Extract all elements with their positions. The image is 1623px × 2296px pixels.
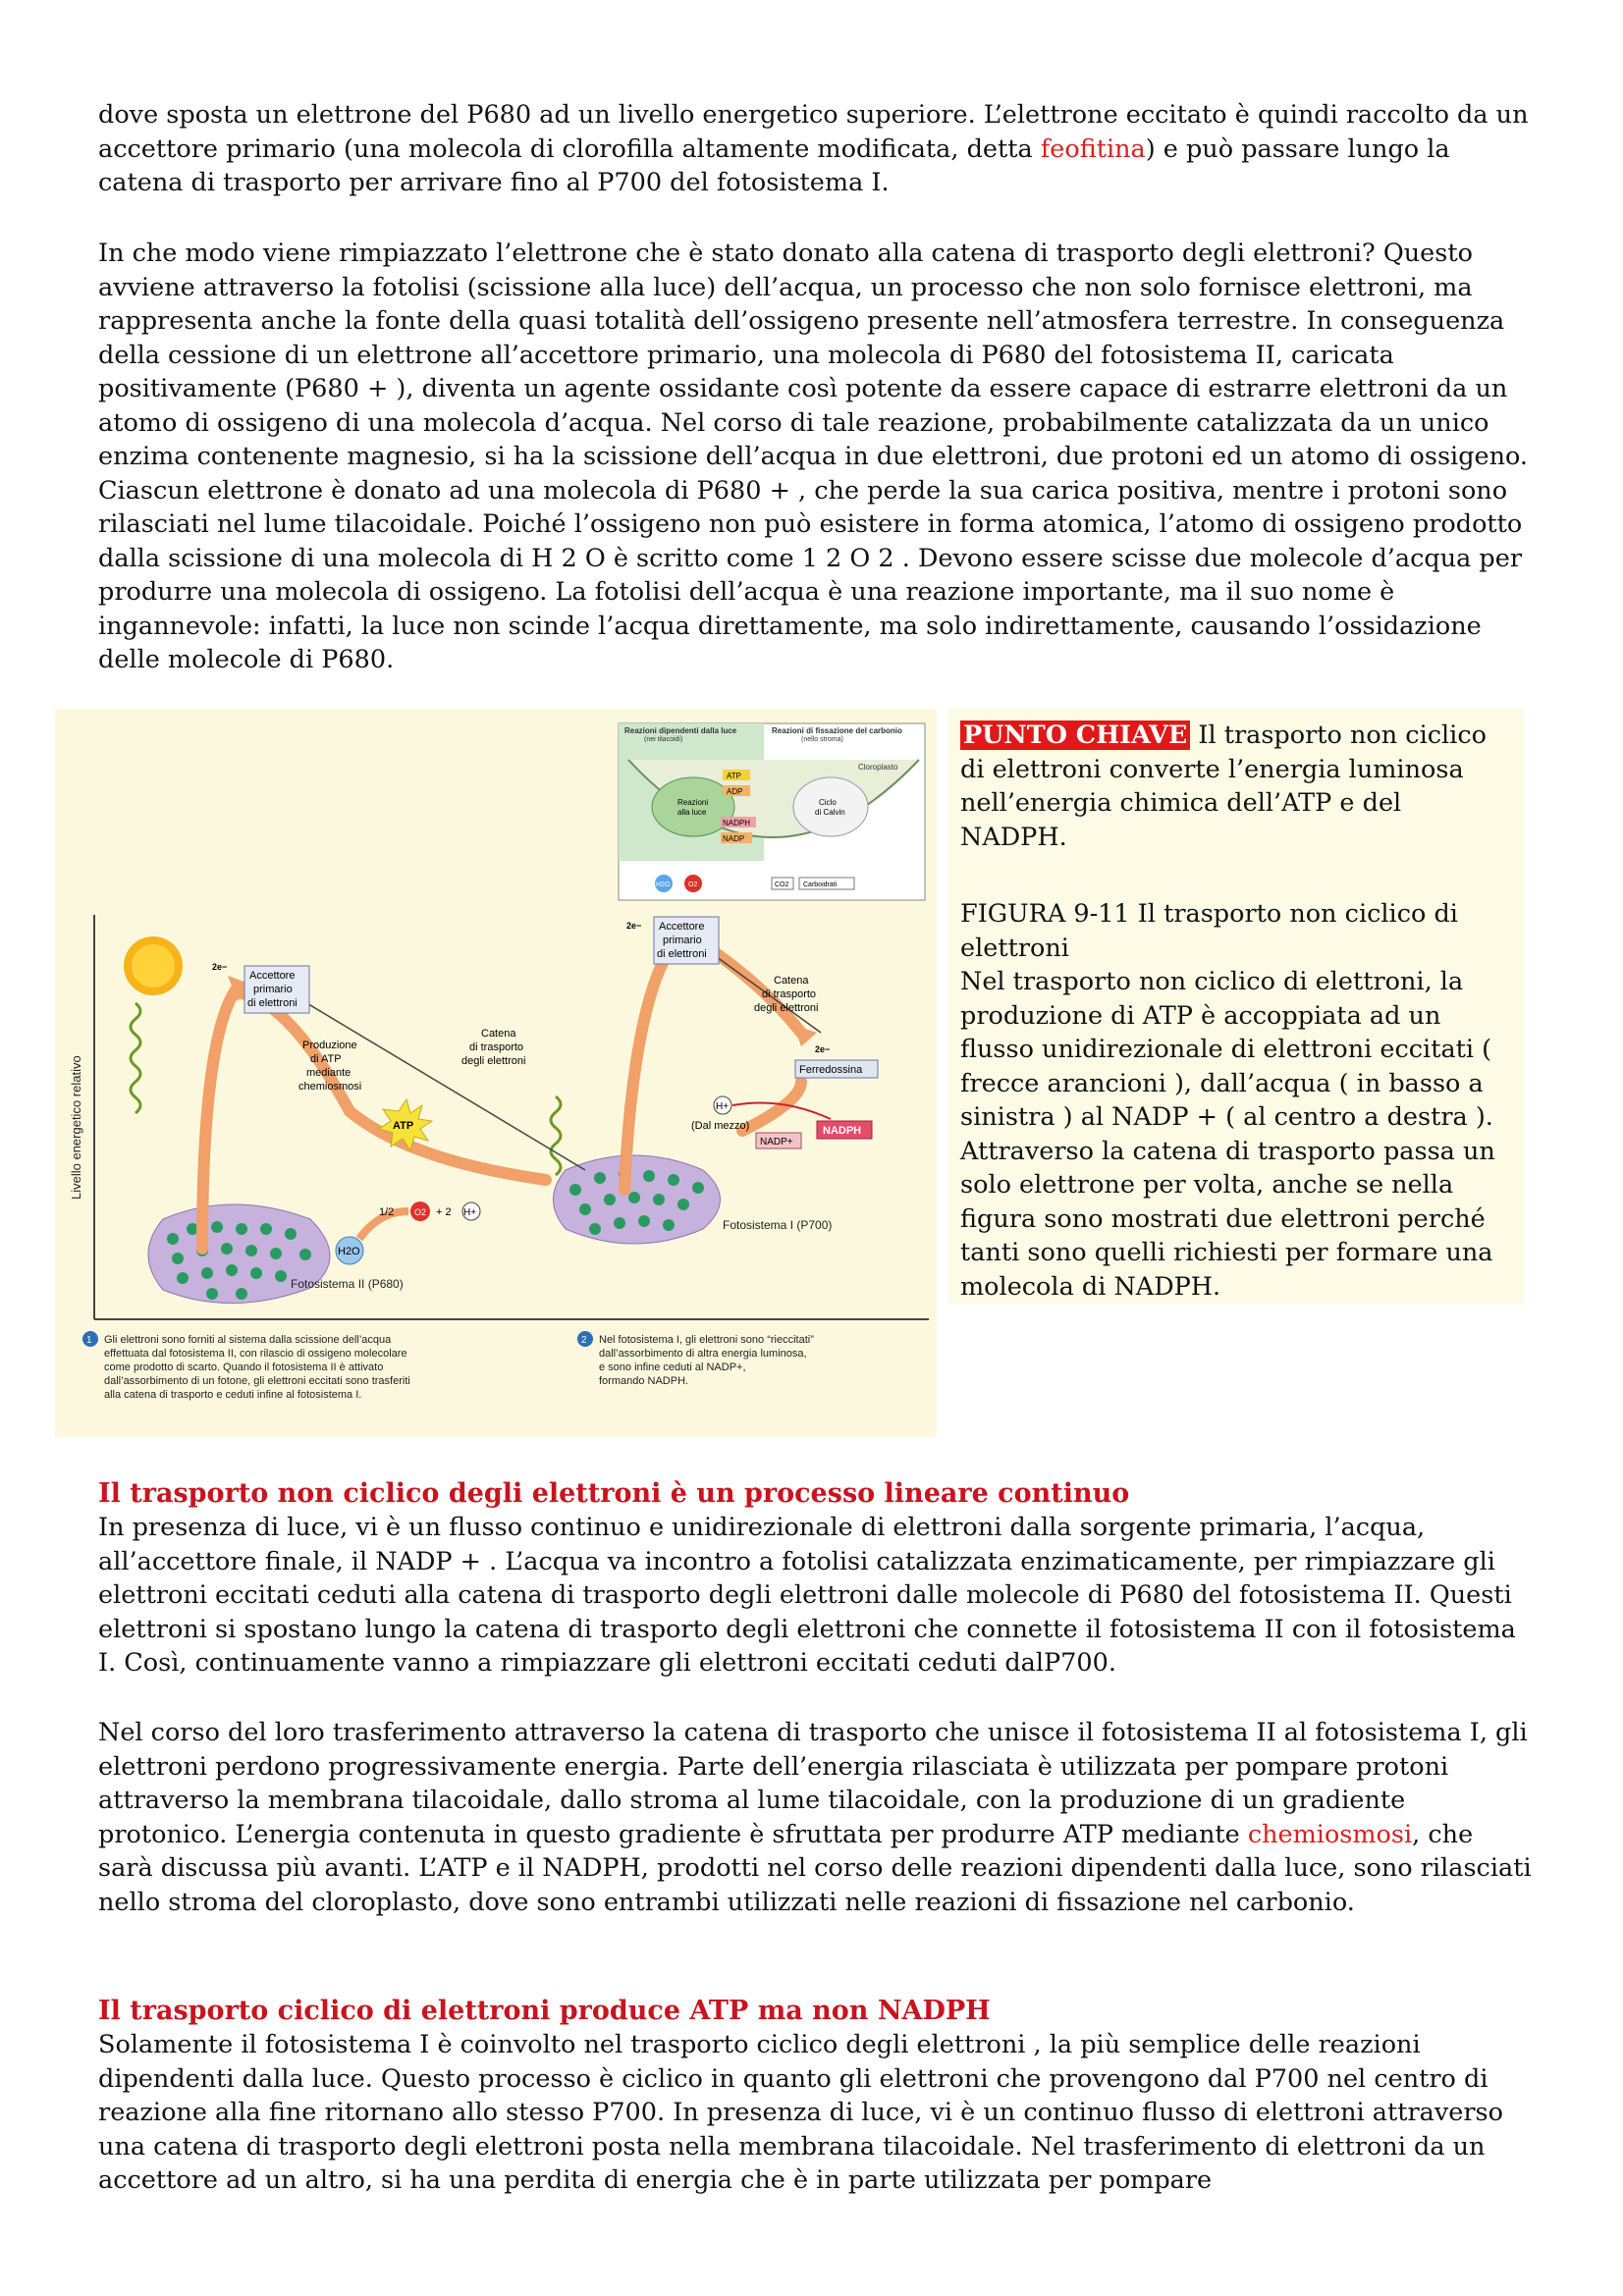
svg-text:2e−: 2e− (212, 962, 228, 972)
svg-text:di elettroni: di elettroni (657, 948, 707, 960)
svg-text:dall’assorbimento di altra ene: dall’assorbimento di altra energia luminosa, (599, 1348, 807, 1360)
paragraph-cyclic: Solamente il fotosistema I è coinvolto nel trasporto ciclico degli elettroni , la più semplice delle reazioni dipendenti dalla luce. Questo processo è ciclico in quanto gli elettroni che provengono dal P700 nel centro di reazione alla fine ritornano allo stesso P700. In presenza di luce, vi è un continuo flusso di elettroni attraverso una catena di trasporto degli elettroni posta nella membrana tilacoidale. Nel trasferimento di elettroni da un accettore ad un altro, si ha una perdita di energia che è in parte utilizzata per pompare (98, 2030, 1504, 2195)
svg-text:Carboidrati: Carboidrati (803, 881, 838, 888)
svg-text:+ 2: + 2 (436, 1206, 452, 1218)
svg-text:NADPH: NADPH (723, 819, 751, 828)
photon-icon (131, 1003, 140, 1113)
svg-text:di Calvin: di Calvin (815, 808, 845, 817)
term-chemiosmosi: chemiosmosi (1247, 1819, 1413, 1849)
svg-text:Gli elettroni sono forniti al: Gli elettroni sono forniti al sistema dalla scissione dell’acqua (104, 1334, 392, 1346)
term-feofitina: feofitina (1040, 133, 1146, 164)
svg-text:dall’assorbimento di un fotone: dall’assorbimento di un fotone, gli elettroni eccitati sono trasferiti (104, 1375, 410, 1387)
svg-text:NADP: NADP (723, 834, 745, 843)
svg-text:Cloroplasto: Cloroplasto (858, 763, 898, 772)
ps1-label: Fotosistema I (P700) (723, 1218, 833, 1232)
sun-icon (124, 936, 183, 995)
svg-text:2e−: 2e− (815, 1044, 831, 1054)
svg-text:alla luce: alla luce (677, 808, 707, 817)
svg-text:di elettroni: di elettroni (247, 997, 298, 1009)
svg-text:1/2: 1/2 (379, 1206, 395, 1218)
svg-text:di trasporto: di trasporto (762, 988, 817, 1000)
svg-text:chemiosmosi: chemiosmosi (298, 1081, 362, 1093)
svg-text:Accettore: Accettore (249, 970, 296, 982)
svg-text:ATP: ATP (393, 1120, 414, 1132)
svg-text:(nei tilacoidi): (nei tilacoidi) (644, 736, 683, 743)
svg-text:ADP: ADP (727, 787, 743, 796)
svg-text:e sono infine ceduti al NADP+,: e sono infine ceduti al NADP+, (599, 1362, 746, 1373)
svg-text:Catena: Catena (481, 1028, 516, 1040)
svg-text:NADPH: NADPH (823, 1125, 862, 1137)
svg-text:O2: O2 (414, 1207, 427, 1217)
note-1 (104, 1334, 410, 1401)
svg-text:Catena: Catena (774, 975, 809, 987)
svg-text:Ferredossina: Ferredossina (799, 1064, 863, 1076)
sidebar-keypoint (948, 709, 1524, 1304)
note-2 (599, 1334, 814, 1387)
svg-text:2: 2 (581, 1335, 587, 1346)
svg-text:H2O: H2O (656, 881, 671, 888)
section-heading-cyclic: Il trasporto ciclico di elettroni produce ATP ma non NADPH (98, 1996, 991, 2026)
svg-text:H+: H+ (716, 1101, 730, 1112)
figure-noncyclic-transport (55, 709, 937, 1437)
key-point: PUNTO CHIAVE Il trasporto non ciclico di elettroni converte l’energia luminosa nell’energia chimica dell’ATP e del NADPH. (960, 721, 1487, 852)
svg-text:formando NADPH.: formando NADPH. (599, 1375, 689, 1387)
paragraph-chemiosmosis: Nel corso del loro trasferimento attraverso la catena di trasporto che unisce il fotosistema II al fotosistema I, gli elettroni perdono progressivamente energia. Parte dell’energia rilasciata è utilizzata per pompare protoni attraverso la membrana tilacoidale, dallo stroma al lume tilacoidale, con la produzione di un gradiente protonico. L’energia contenuta in questo gradiente è sfruttata per produrre ATP mediante chemiosmosi, che sarà discussa più avanti. L’ATP e il NADPH, prodotti nel corso delle reazioni dipendenti dalla luce, sono rilasciati nello stroma del cloroplasto, dove sono entrambi utilizzati nelle reazioni di fissazione nel carbonio. (98, 1718, 1532, 1917)
y-axis-label: Livello energetico relativo (69, 1055, 83, 1200)
svg-text:(Dal mezzo): (Dal mezzo) (691, 1120, 750, 1132)
svg-text:di ATP: di ATP (310, 1053, 342, 1065)
svg-text:Nel fotosistema I, gli elettro: Nel fotosistema I, gli elettroni sono “rieccitati” (599, 1334, 814, 1346)
svg-text:primario: primario (663, 934, 702, 946)
svg-text:NADP+: NADP+ (760, 1137, 793, 1148)
section-heading-noncyclic: Il trasporto non ciclico degli elettroni è un processo lineare continuo (98, 1478, 1130, 1509)
paragraph-noncyclic: In presenza di luce, vi è un flusso continuo e unidirezionale di elettroni dalla sorgente primaria, l’acqua, all’accettore finale, il NADP + . L’acqua va incontro a fotolisi catalizzata enzimaticamente, per rimpiazzare gli elettroni eccitati ceduti alla catena di trasporto degli elettroni dalle molecole di P680 del fotosistema II. Questi elettroni si spostano lungo la catena di trasporto degli elettroni che connette il fotosistema II con il fotosistema I. Così, continuamente vanno a rimpiazzare gli elettroni eccitati ceduti dalP700. (98, 1513, 1516, 1678)
svg-text:Reazioni: Reazioni (677, 798, 709, 807)
key-point-badge: PUNTO CHIAVE (960, 721, 1190, 750)
photon-icon (551, 1096, 561, 1175)
svg-text:2e−: 2e− (626, 921, 642, 931)
svg-text:H2O: H2O (338, 1246, 360, 1257)
figure-title: FIGURA 9-11 Il trasporto non ciclico di elettroni (960, 899, 1458, 963)
svg-text:O2: O2 (688, 881, 698, 888)
svg-text:1: 1 (86, 1335, 92, 1346)
paragraph-photolysis: In che modo viene rimpiazzato l’elettrone che è stato donato alla catena di trasporto degli elettroni? Questo avviene attraverso la fotolisi (scissione alla luce) dell’acqua, un processo che non solo fornisce elettroni, ma rappresenta anche la fonte della quasi totalità dell’ossigeno presente nell’atmosfera terrestre. In conseguenza della cessione di un elettrone all’accettore primario, una molecola di P680 del fotosistema II, caricata positivamente (P680 + ), diventa un agente ossidante così potente da essere capace di estrarre elettroni da un atomo di ossigeno di una molecola d’acqua. Nel corso di tale reazione, probabilmente catalizzata da un unico enzima contenente magnesio, si ha la scissione dell’acqua in due elettroni, due protoni ed un atomo di ossigeno. Ciascun elettrone è donato ad una molecola di P680 + , che perde la sua carica positiva, mentre i protoni sono rilasciati nel lume tilacoidale. Poiché l’ossigeno non può esistere in forma atomica, l’atomo di ossigeno prodotto dalla scissione di una molecola di H 2 O è scritto come 1 2 O 2 . Devono essere scisse due molecole d’acqua per produrre una molecola di ossigeno. La fotolisi dell’acqua è una reazione importante, ma il suo nome è ingannevole: infatti, la luce non scinde l’acqua direttamente, ma solo indirettamente, causando l’ossidazione delle molecole di P680. (98, 239, 1529, 674)
svg-text:degli elettroni: degli elettroni (461, 1055, 526, 1067)
ps2-label: Fotosistema II (P680) (291, 1277, 404, 1291)
svg-text:CO2: CO2 (775, 881, 789, 888)
svg-text:effettuata dal fotosistema II,: effettuata dal fotosistema II, con rilascio di ossigeno molecolare (104, 1348, 407, 1360)
svg-text:di trasporto: di trasporto (469, 1041, 524, 1053)
svg-text:Reazioni dipendenti dalla luce: Reazioni dipendenti dalla luce (624, 726, 737, 735)
svg-text:H+: H+ (463, 1207, 477, 1218)
svg-text:primario: primario (253, 984, 293, 995)
svg-text:ATP: ATP (727, 772, 741, 780)
svg-text:degli elettroni: degli elettroni (754, 1002, 819, 1014)
svg-text:(nello stroma): (nello stroma) (801, 736, 843, 743)
svg-text:Ciclo: Ciclo (819, 798, 837, 807)
svg-text:Produzione: Produzione (302, 1040, 357, 1051)
svg-text:Accettore: Accettore (659, 921, 705, 933)
figure-caption: FIGURA 9-11 Il trasporto non ciclico di elettroni Nel trasporto non ciclico di elettroni, la produzione di ATP è accoppiata ad un flusso unidirezionale di elettroni eccitati ( frecce arancioni ), dall’acqua ( in basso a sinistra ) al NADP + ( al centro a destra ). Attraverso la catena di trasporto passa un solo elettrone per volta, anche se nella figura sono mostrati due elettroni perché tanti sono quelli richiesti per formare una molecola di NADPH. (948, 887, 1524, 1304)
svg-text:come prodotto di scarto. Quand: come prodotto di scarto. Quando il fotosistema II è attivato (104, 1362, 384, 1373)
paragraph-intro: dove sposta un elettrone del P680 ad un livello energetico superiore. L’elettrone eccitato è quindi raccolto da un accettore primario (una molecola di clorofilla altamente modificata, detta feofitina) e può passare lungo la catena di trasporto per arrivare fino al P700 del fotosistema I. (98, 100, 1529, 197)
svg-text:mediante: mediante (306, 1067, 352, 1079)
photosystem-i (554, 1155, 721, 1244)
svg-text:alla catena di trasporto e ced: alla catena di trasporto e ceduti infine al fotosistema I. (104, 1389, 362, 1401)
chloroplast-inset (619, 723, 925, 900)
svg-text:Reazioni di fissazione del car: Reazioni di fissazione del carbonio (772, 726, 902, 735)
